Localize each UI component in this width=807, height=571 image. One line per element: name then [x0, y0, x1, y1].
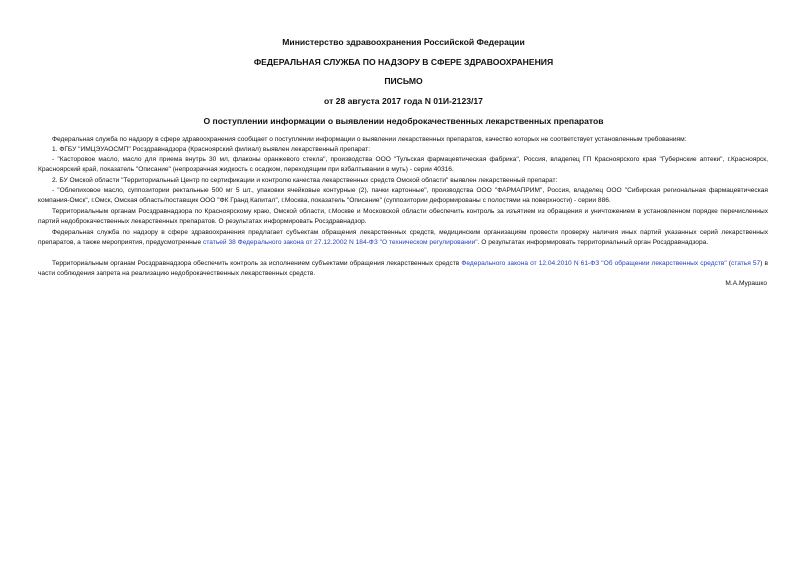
- paragraph-intro: [38, 135, 768, 145]
- paragraph-intro-text: Федеральная служба по надзору в сфере здравоохранения сообщает о поступлении информации о выявлении лекарственных препаратов, качество которых не соответствует установленным требованиям:: [52, 136, 687, 143]
- doc-type-heading: ПИСЬМО: [384, 76, 423, 86]
- paragraph-item-1: [38, 145, 768, 155]
- paragraph-enforcement: [38, 259, 768, 279]
- paragraph-territorial-control-text: Территориальным органам Росздравнадзора по Красноярскому краю, Омской области, г.Москве и Московской области обеспечить контроль за изъятием из обращения и уничтожением в установленном порядке перечисленных партий недоброкачественных лекарственных препаратов. О результатах информировать Росздравнадзор.: [38, 208, 768, 226]
- paragraph-item-2: [38, 176, 768, 186]
- ministry-heading: Министерство здравоохранения Российской Федерации: [282, 37, 525, 47]
- law-184-fz-link[interactable]: статьей 38 Федерального закона от 27.12.2002 N 184-ФЗ "О техническом регулировании": [203, 239, 478, 247]
- paragraph-proposal: [38, 228, 768, 248]
- paragraph-territorial-control: [38, 207, 768, 227]
- article-57-link[interactable]: статья 57: [731, 260, 761, 267]
- signature: М.А.Мурашко: [725, 280, 767, 287]
- paragraph-item-2-drug: [38, 186, 768, 206]
- paragraph-item-1-text: 1. ФГБУ "ИМЦЭУАОСМП" Росздравнадзора (Красноярский филиал) выявлен лекарственный препарат:: [52, 146, 371, 153]
- paragraph-item-1-drug-text: - "Касторовое масло, масло для приема внутрь 30 мл, флаконы оранжевого стекла", производства ООО "Тульская фармацевтическая фабрика", Россия, владелец ГП Красноярского края "Губернские аптеки", г.Красноярск, Красноярский край, показатель "Описание" (непрозрачная жидкость с осадком, переходящим при взбалтывании в муть) - серии 40316.: [38, 156, 768, 174]
- paragraph-enforcement-paren: (: [726, 260, 731, 267]
- paragraph-item-2-text: 2. БУ Омской области "Территориальный Центр по сертификации и контролю качества лекарственных средств Омской области" выявлен лекарственный препарат:: [52, 177, 558, 184]
- paragraph-item-2-drug-text: - "Облепиховое масло, суппозитории ректальные 500 мг 5 шт., упаковки ячейковые контурные (2), пачки картонные", производства ООО "ФАРМАПРИМ", Россия, владелец ООО "Сибирская региональная фармацевтическая компания-Омск", г.Омск, Омская область/поставщик ООО "ФК Гранд Капитал", г.Москва, показатель "Описание" (суппозитории деформированы с полостями на поверхности) - серии 886.: [38, 187, 768, 205]
- paragraph-enforcement-text: Территориальным органам Росздравнадзора обеспечить контроль за исполнением субъектами обращения лекарственных средств: [52, 260, 462, 267]
- service-heading: ФЕДЕРАЛЬНАЯ СЛУЖБА ПО НАДЗОРУ В СФЕРЕ ЗДРАВООХРАНЕНИЯ: [253, 57, 554, 67]
- paragraph-proposal-text: Федеральная служба по надзору в сфере здравоохранения предлагает субъектам обращения лекарственных средств, медицинским организациям провести проверку наличия иных партий указанных серий лекарственных препаратов, а также мероприятия, предусмотренные: [38, 229, 768, 247]
- law-61-fz-link[interactable]: Федерального закона от 12.04.2010 N 61-ФЗ "Об обращении лекарственных средств": [461, 260, 727, 267]
- paragraph-enforcement-tail: ) в части соблюдения запрета на реализацию недоброкачественных лекарственных средств.: [38, 260, 769, 278]
- document-title: О поступлении информации о выявлении недоброкачественных лекарственных препаратов: [203, 116, 604, 126]
- paragraph-proposal-tail: . О результатах информировать территориальный орган Росздравнадзора.: [477, 239, 709, 247]
- date-number-heading: от 28 августа 2017 года N 01И-2123/17: [324, 96, 483, 106]
- paragraph-item-1-drug: [38, 155, 768, 175]
